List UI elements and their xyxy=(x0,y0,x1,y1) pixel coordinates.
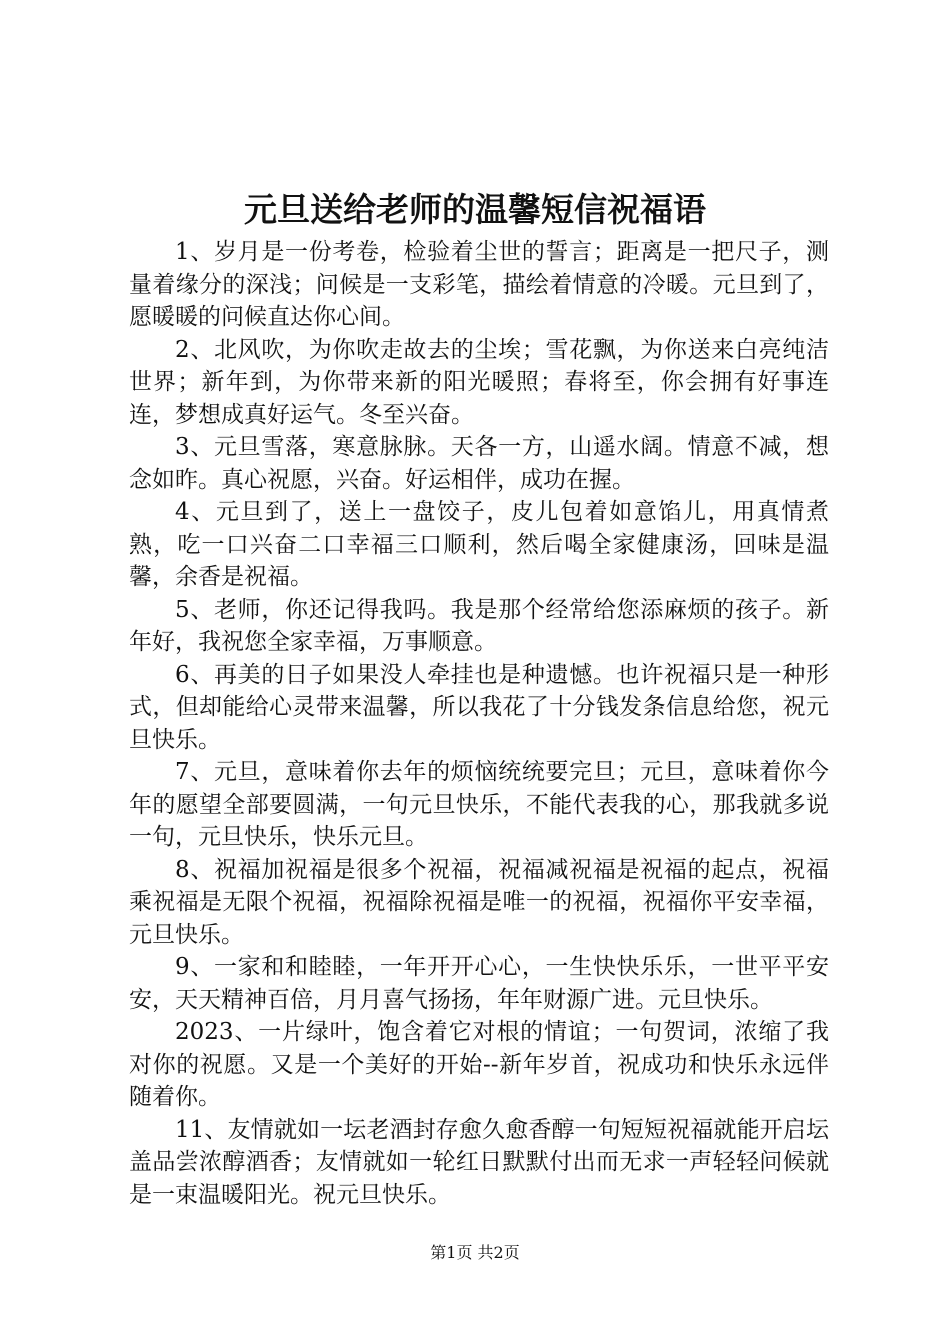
paragraph-3: 3、元旦雪落，寒意脉脉。天各一方，山遥水阔。情意不减，想念如昨。真心祝愿，兴奋。好运相伴，成功在握。 xyxy=(129,434,829,493)
paragraph-6: 6、再美的日子如果没人牵挂也是种遗憾。也许祝福只是一种形式，但却能给心灵带来温馨，所以我花了十分钱发条信息给您，祝元旦快乐。 xyxy=(129,661,829,753)
paragraph-5: 5、老师，你还记得我吗。我是那个经常给您添麻烦的孩子。新年好，我祝您全家幸福，万事顺意。 xyxy=(129,596,829,655)
paragraph-9: 9、一家和和睦睦，一年开开心心，一生快快乐乐，一世平平安安，天天精神百倍，月月喜气扬扬，年年财源广进。元旦快乐。 xyxy=(129,954,829,1013)
paragraph-10: 2023、一片绿叶，饱含着它对根的情谊；一句贺词，浓缩了我对你的祝愿。又是一个美好的开始--新年岁首，祝成功和快乐永远伴随着你。 xyxy=(129,1019,829,1110)
paragraph-1: 1、岁月是一份考卷，检验着尘世的誓言；距离是一把尺子，测量着缘分的深浅；问候是一支彩笔，描绘着情意的冷暖。元旦到了，愿暖暖的问候直达你心间。 xyxy=(129,239,829,330)
document-title: 元旦送给老师的温馨短信祝福语 xyxy=(244,190,706,229)
paragraph-2: 2、北风吹，为你吹走故去的尘埃；雪花飘，为你送来白亮纯洁世界；新年到，为你带来新的阳光暖照；春将至，你会拥有好事连连，梦想成真好运气。冬至兴奋。 xyxy=(129,336,829,428)
paragraph-8: 8、祝福加祝福是很多个祝福，祝福减祝福是祝福的起点，祝福乘祝福是无限个祝福，祝福除祝福是唯一的祝福，祝福你平安幸福，元旦快乐。 xyxy=(129,856,829,948)
paragraph-11: 11、友情就如一坛老酒封存愈久愈香醇一句短短祝福就能开启坛盖品尝浓醇酒香；友情就如一轮红日默默付出而无求一声轻轻问候就是一束温暖阳光。祝元旦快乐。 xyxy=(129,1116,829,1208)
paragraph-4: 4、元旦到了，送上一盘饺子，皮儿包着如意馅儿，用真情煮熟，吃一口兴奋二口幸福三口顺利，然后喝全家健康汤，回味是温馨，余香是祝福。 xyxy=(129,499,829,590)
paragraph-7: 7、元旦，意味着你去年的烦恼统统要完旦；元旦，意味着你今年的愿望全部要圆满，一句元旦快乐，不能代表我的心，那我就多说一句，元旦快乐，快乐元旦。 xyxy=(129,759,829,850)
page-footer: 第1页 共2页 xyxy=(430,1243,520,1262)
document-body xyxy=(129,236,829,1211)
